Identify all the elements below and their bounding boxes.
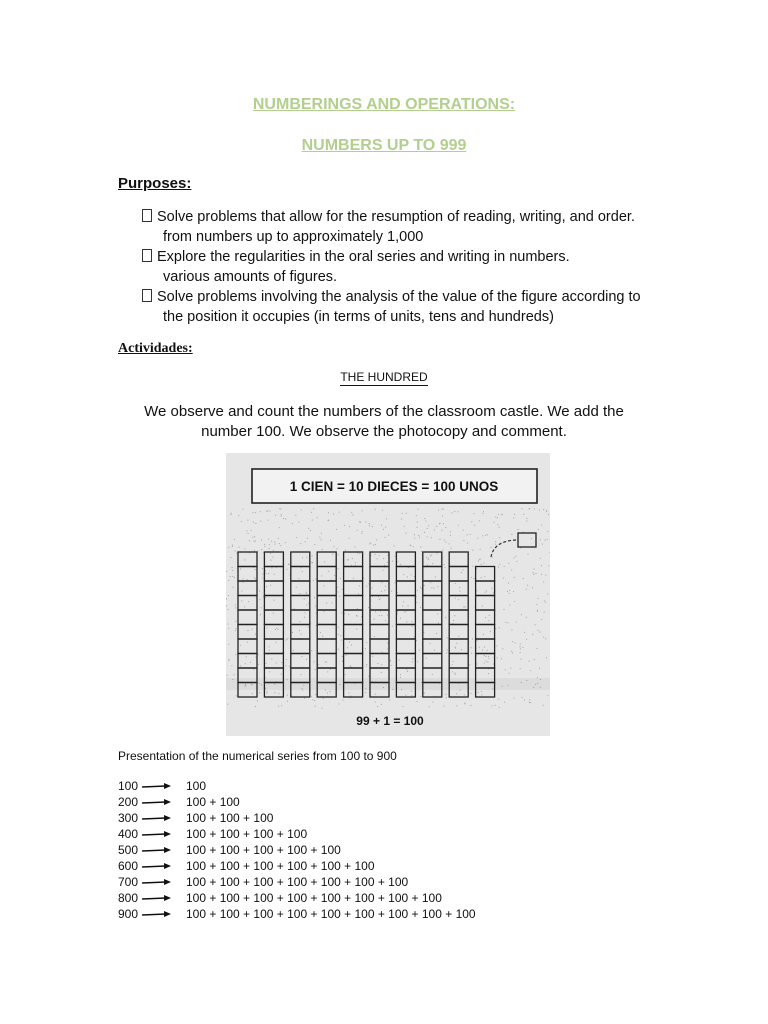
- series-number: 400: [118, 827, 139, 841]
- activities-heading: Actividades:: [118, 341, 193, 356]
- arrow-right-icon: [142, 781, 172, 791]
- hundred-blocks-illustration: [226, 453, 550, 736]
- purposes-heading: Purposes:: [118, 175, 192, 192]
- hundred-photocopy-image: [226, 453, 550, 736]
- series-number: 300: [118, 811, 139, 825]
- section-title: THE HUNDRED: [340, 370, 428, 384]
- arrow-right-icon: [142, 813, 172, 823]
- series-expression: 100 + 100 + 100 + 100 + 100 + 100 + 100 + 100: [186, 891, 442, 905]
- arrow-right-icon: [142, 845, 172, 855]
- arrow-right-icon: [142, 829, 172, 839]
- observe-line-1: We observe and count the numbers of the classroom castle. We add the: [144, 403, 624, 420]
- equation-bottom-text: 99 + 1 = 100: [356, 714, 424, 728]
- bullet-box-icon: [142, 209, 152, 222]
- series-number: 600: [118, 859, 139, 873]
- purpose-item-2-line2: various amounts of figures.: [163, 269, 338, 285]
- purpose-item-3-line2: the position it occupies (in terms of units, tens and hundreds): [163, 309, 554, 325]
- purpose-item-2-line1: Explore the regularities in the oral series and writing in numbers.: [142, 247, 702, 267]
- bullet-box-icon: [142, 249, 152, 262]
- purpose-item-1-line2: from numbers up to approximately 1,000: [163, 229, 424, 245]
- series-number: 100: [118, 779, 139, 793]
- observe-line-2: number 100. We observe the photocopy and comment.: [201, 423, 567, 440]
- bullet-box-icon: [142, 289, 152, 302]
- arrow-right-icon: [142, 797, 172, 807]
- arrow-right-icon: [142, 861, 172, 871]
- series-caption: Presentation of the numerical series from 100 to 900: [118, 749, 397, 763]
- series-expression: 100 + 100: [186, 795, 240, 809]
- series-expression: 100 + 100 + 100 + 100 + 100 + 100 + 100 + 100 + 100: [186, 907, 476, 921]
- series-expression: 100: [186, 779, 207, 793]
- series-expression: 100 + 100 + 100 + 100 + 100 + 100 + 100: [186, 875, 409, 889]
- arrow-right-icon: [142, 877, 172, 887]
- equation-top-text: 1 CIEN = 10 DIECES = 100 UNOS: [289, 479, 499, 494]
- series-expression: 100 + 100 + 100 + 100: [186, 827, 308, 841]
- series-expression: 100 + 100 + 100 + 100 + 100 + 100: [186, 859, 375, 873]
- observe-paragraph: [0, 402, 768, 442]
- series-number: 900: [118, 907, 139, 921]
- series-number: 800: [118, 891, 139, 905]
- title-line-1: NUMBERINGS AND OPERATIONS:: [252, 96, 516, 113]
- series-number: 200: [118, 795, 139, 809]
- purpose-item-1-line1: Solve problems that allow for the resumption of reading, writing, and order.: [142, 207, 702, 227]
- purposes-list: [142, 207, 702, 327]
- series-expression: 100 + 100 + 100: [186, 811, 274, 825]
- arrow-right-icon: [142, 909, 172, 919]
- series-expression: 100 + 100 + 100 + 100 + 100: [186, 843, 341, 857]
- series-number: 700: [118, 875, 139, 889]
- series-number: 500: [118, 843, 139, 857]
- arrow-right-icon: [142, 893, 172, 903]
- purpose-item-3-line1: Solve problems involving the analysis of the value of the figure according to: [142, 287, 702, 307]
- title-line-2: NUMBERS UP TO 999: [301, 137, 467, 154]
